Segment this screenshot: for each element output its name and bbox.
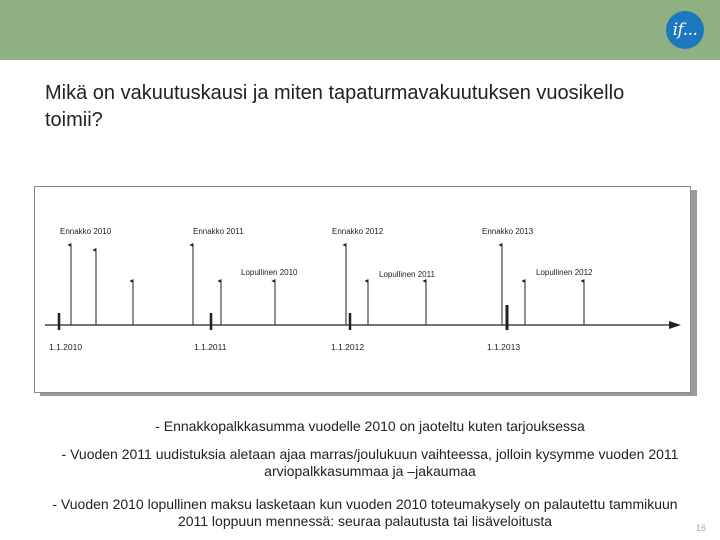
header-bar — [0, 0, 720, 60]
date-label-2011: 1.1.2011 — [194, 342, 227, 352]
lopullinen-label-2012: Lopullinen 2012 — [536, 268, 593, 277]
timeline-axis-arrowhead — [669, 321, 681, 329]
page-number: 16 — [696, 523, 707, 533]
ennakko-label-2010: Ennakko 2010 — [60, 227, 112, 236]
date-label-2010: 1.1.2010 — [49, 342, 83, 352]
date-label-2012: 1.1.2012 — [331, 342, 365, 352]
ennakko-label-2013: Ennakko 2013 — [482, 227, 534, 236]
date-label-2013: 1.1.2013 — [487, 342, 521, 352]
lopullinen-label-2010: Lopullinen 2010 — [241, 268, 298, 277]
note-3: - Vuoden 2010 lopullinen maksu lasketaan kun vuoden 2010 toteumakysely on palautettu tammikuun 2011 loppuun mennessä: seuraa palautusta tai lisäveloitusta — [52, 496, 678, 529]
note-1: - Ennakkopalkkasumma vuodelle 2010 on jaoteltu kuten tarjouksessa — [155, 418, 585, 434]
ennakko-label-2011: Ennakko 2011 — [193, 227, 244, 236]
timeline-graphics — [35, 187, 690, 392]
ennakko-label-2012: Ennakko 2012 — [332, 227, 384, 236]
if-logo: if... — [666, 11, 704, 49]
slide-title: Mikä on vakuutuskausi ja miten tapaturmavakuutuksen vuosikello toimii? — [45, 82, 625, 131]
note-2: - Vuoden 2011 uudistuksia aletaan ajaa marras/joulukuun vaihteessa, jolloin kysymme vuoden 2011 arviopalkkasummaa ja –jakaumaa — [61, 446, 679, 479]
lopullinen-label-2011: Lopullinen 2011 — [379, 270, 435, 279]
timeline-diagram — [34, 186, 691, 393]
